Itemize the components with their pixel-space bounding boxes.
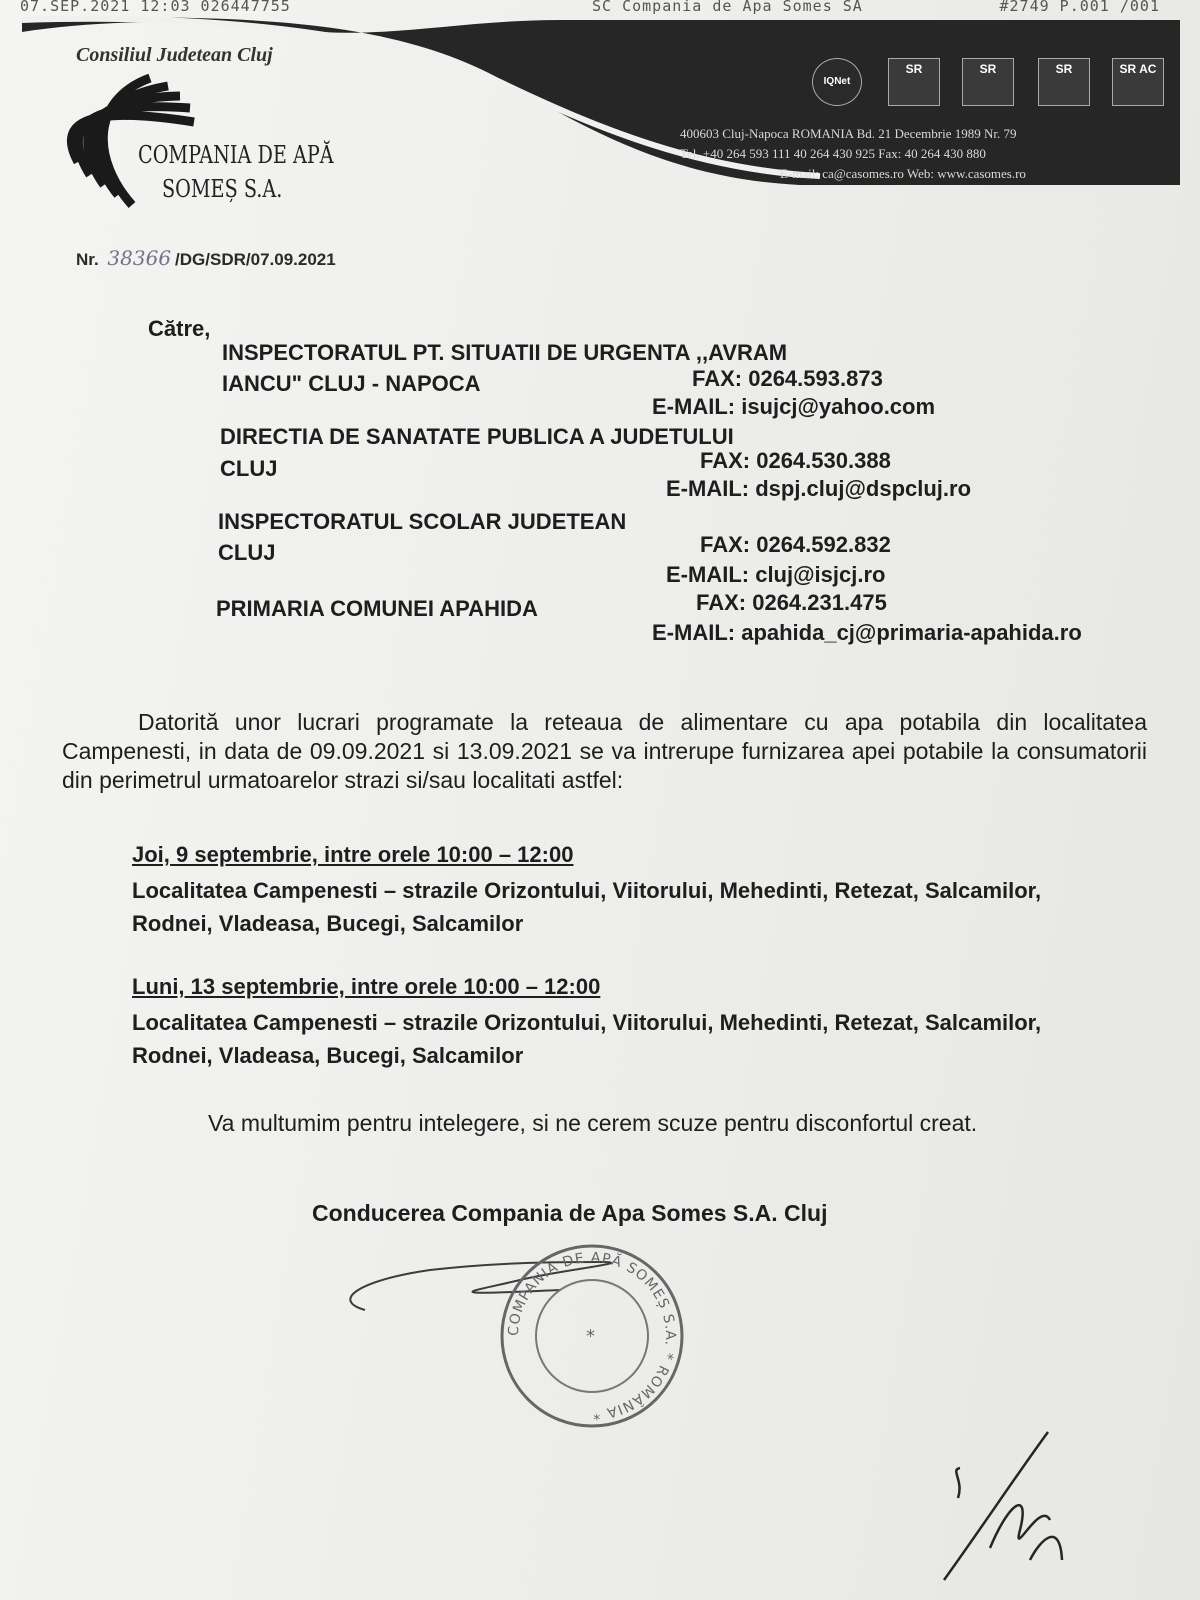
certification-badge: SR	[962, 58, 1014, 106]
schedule-day-heading: Joi, 9 septembrie, intre orele 10:00 – 12:00	[132, 842, 574, 867]
schedule-entry	[132, 842, 1062, 940]
certification-badge: SR	[1038, 58, 1090, 106]
recipient-fax: FAX: 0264.593.873	[692, 366, 883, 391]
contact-phone-fax: Tel. +40 264 593 111 40 264 430 925 Fax: 40 264 430 880	[680, 146, 986, 161]
recipient-name-line1: DIRECTIA DE SANATATE PUBLICA A JUDETULUI	[220, 424, 734, 449]
certification-badges	[812, 58, 1172, 108]
closing-signoff: Conducerea Compania de Apa Somes S.A. Cluj	[312, 1200, 828, 1226]
recipient-email: E-MAIL: cluj@isjcj.ro	[666, 562, 886, 587]
recipient-fax: FAX: 0264.231.475	[696, 590, 887, 615]
contact-email-web: E-mail: ca@casomes.ro Web: www.casomes.ro	[780, 166, 1026, 181]
fax-header-middle: SC Compania de Apa Somes SA	[592, 0, 863, 15]
fax-header-left: 07.SEP.2021 12:03 026447755	[20, 0, 291, 15]
document-number-handwritten: 38366	[107, 246, 172, 270]
svg-text:*: *	[586, 1326, 595, 1347]
salutation: Către,	[148, 316, 211, 341]
contact-address: 400603 Cluj-Napoca ROMANIA Bd. 21 Decembrie 1989 Nr. 79	[680, 126, 1017, 141]
company-logo-text	[138, 138, 334, 206]
recipient-name-line2: IANCU" CLUJ - NAPOCA	[222, 371, 481, 396]
closing-thanks: Va multumim pentru intelegere, si ne cerem scuze pentru disconfortul creat.	[208, 1110, 978, 1136]
recipient-name-line2: CLUJ	[218, 540, 276, 565]
recipient-name-line1: PRIMARIA COMUNEI APAHIDA	[216, 596, 538, 621]
schedule-day-heading: Luni, 13 septembrie, intre orele 10:00 – 12:00	[132, 974, 601, 999]
recipient-email: E-MAIL: dspj.cluj@dspcluj.ro	[666, 476, 972, 501]
certification-badge: IQNet	[812, 58, 862, 106]
company-stamp	[502, 1246, 682, 1426]
recipient-email: E-MAIL: isujcj@yahoo.com	[652, 394, 936, 419]
fax-header-right: #2749 P.001 /001	[999, 0, 1160, 15]
body-paragraph: Datorită unor lucrari programate la reteaua de alimentare cu apa potabila din localitatea Campenesti, in data de 09.09.2021 si 13.09.2021 se va intrerupe furnizarea apei potabile la consumatorii din perimetrul urmatoarelor strazi si/sau localitati astfel:	[62, 709, 1147, 793]
company-logo-line2: SOMEȘ S.A.	[162, 175, 283, 203]
schedule-streets: Localitatea Campenesti – strazile Orizontului, Viitorului, Mehedinti, Retezat, Salcamilor, Rodnei, Vladeasa, Bucegi, Salcamilor	[132, 878, 1042, 936]
company-contact-block	[680, 124, 1180, 184]
recipient-email: E-MAIL: apahida_cj@primaria-apahida.ro	[652, 620, 1082, 645]
stamp-text: COMPANIA DE APĂ SOMEȘ S.A. * ROMÂNIA *	[505, 1249, 679, 1423]
company-logo-line1: COMPANIA DE APĂ	[138, 141, 334, 169]
recipient-fax: FAX: 0264.530.388	[700, 448, 891, 473]
recipient-name-line1: INSPECTORATUL SCOLAR JUDETEAN	[218, 509, 627, 534]
schedule-streets: Localitatea Campenesti – strazile Orizontului, Viitorului, Mehedinti, Retezat, Salcamilor, Rodnei, Vladeasa, Bucegi, Salcamilor	[132, 1010, 1042, 1068]
document-number-suffix: /DG/SDR/07.09.2021	[175, 250, 336, 269]
recipient-name-line2: CLUJ	[220, 456, 278, 481]
signature-initials	[944, 1432, 1062, 1580]
document-number	[76, 246, 336, 270]
document-number-label: Nr.	[76, 250, 99, 269]
certification-badge: SR	[888, 58, 940, 106]
recipient-name-line1: INSPECTORATUL PT. SITUATII DE URGENTA ,,AVRAM	[222, 340, 788, 365]
recipient-fax: FAX: 0264.592.832	[700, 532, 891, 557]
svg-text:COMPANIA DE APĂ SOMEȘ S.A. * R	[506, 1250, 678, 1422]
letterhead	[0, 0, 1200, 230]
signature-director	[350, 1262, 611, 1310]
certification-badge: SR AC	[1112, 58, 1164, 106]
schedule-entry	[132, 974, 1062, 1072]
council-name: Consiliul Judetean Cluj	[76, 44, 273, 66]
